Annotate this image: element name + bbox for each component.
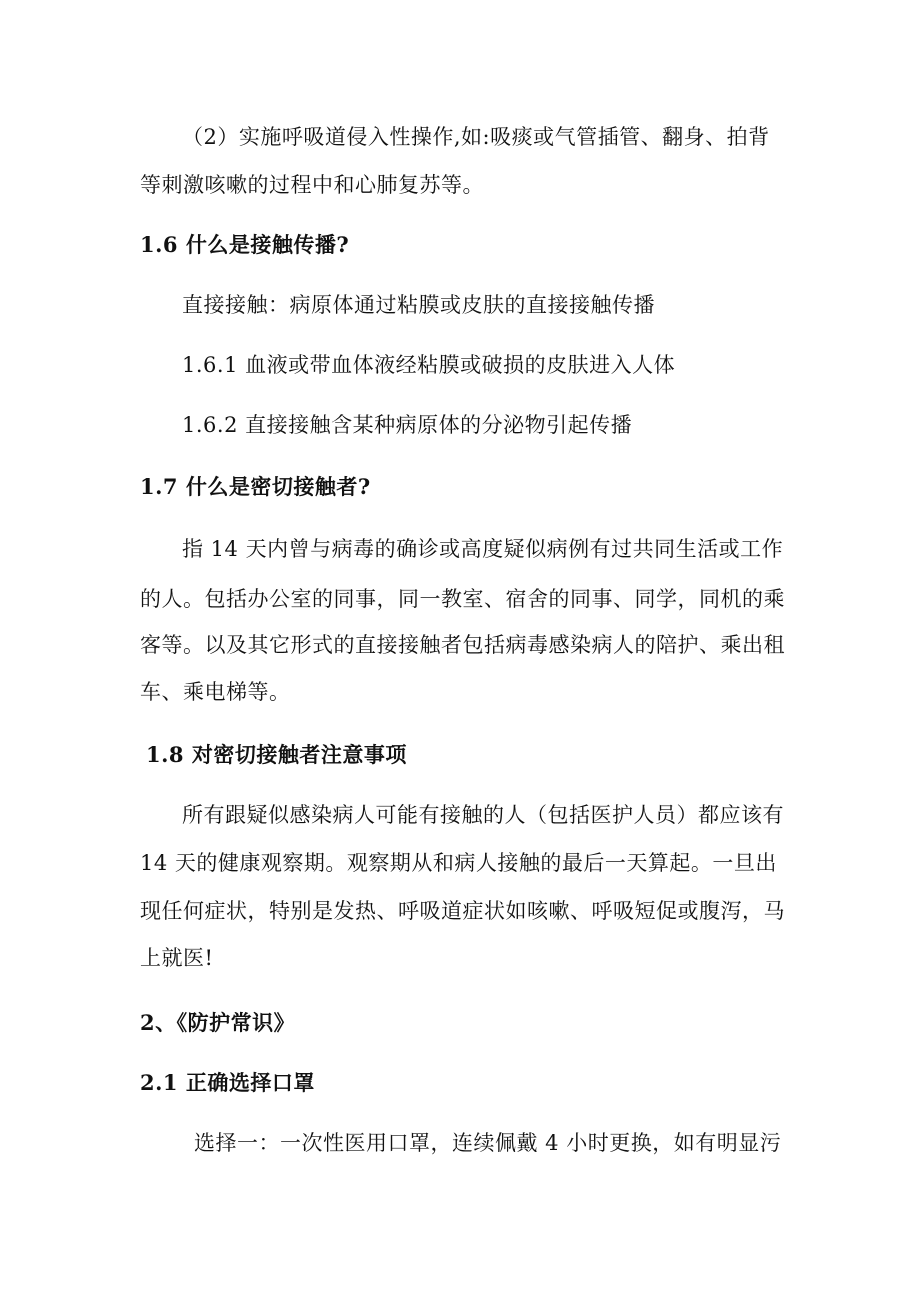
paragraph-line: 车、乘电梯等。 xyxy=(140,680,291,704)
paragraph-line: 所有跟疑似感染病人可能有接触的人（包括医护人员）都应该有 xyxy=(182,803,784,827)
section-heading-1-8: 1.8 对密切接触者注意事项 xyxy=(146,742,407,767)
paragraph-line: 客等。以及其它形式的直接接触者包括病毒感染病人的陪护、乘出租 xyxy=(140,633,785,657)
section-heading-2: 2、《防护常识》 xyxy=(140,1010,296,1035)
section-heading-1-7: 1.7 什么是密切接触者? xyxy=(140,474,371,499)
paragraph-line: 指 14 天内曾与病毒的确诊或高度疑似病例有过共同生活或工作 xyxy=(182,537,784,561)
section-heading-1-6: 1.6 什么是接触传播? xyxy=(140,232,350,257)
section-heading-2-1: 2.1 正确选择口罩 xyxy=(140,1070,315,1095)
paragraph-line: 的人。包括办公室的同事，同一教室、宿舍的同事、同学，同机的乘 xyxy=(140,587,785,611)
paragraph-line: 等刺激咳嗽的过程中和心肺复苏等。 xyxy=(140,173,484,197)
paragraph-line: （2）实施呼吸道侵入性操作,如:吸痰或气管插管、翻身、拍背 xyxy=(182,125,770,149)
list-item: 1.6.1 血液或带血体液经粘膜或破损的皮肤进入人体 xyxy=(182,353,676,377)
paragraph-line: 选择一：一次性医用口罩，连续佩戴 4 小时更换，如有明显污 xyxy=(194,1131,782,1155)
paragraph-line: 14 天的健康观察期。观察期从和病人接触的最后一天算起。一旦出 xyxy=(140,851,777,875)
paragraph-line: 直接接触：病原体通过粘膜或皮肤的直接接触传播 xyxy=(182,293,655,317)
paragraph-line: 现任何症状，特别是发热、呼吸道症状如咳嗽、呼吸短促或腹泻，马 xyxy=(140,899,785,923)
paragraph-line: 上就医! xyxy=(140,946,214,970)
list-item: 1.6.2 直接接触含某种病原体的分泌物引起传播 xyxy=(182,413,633,437)
